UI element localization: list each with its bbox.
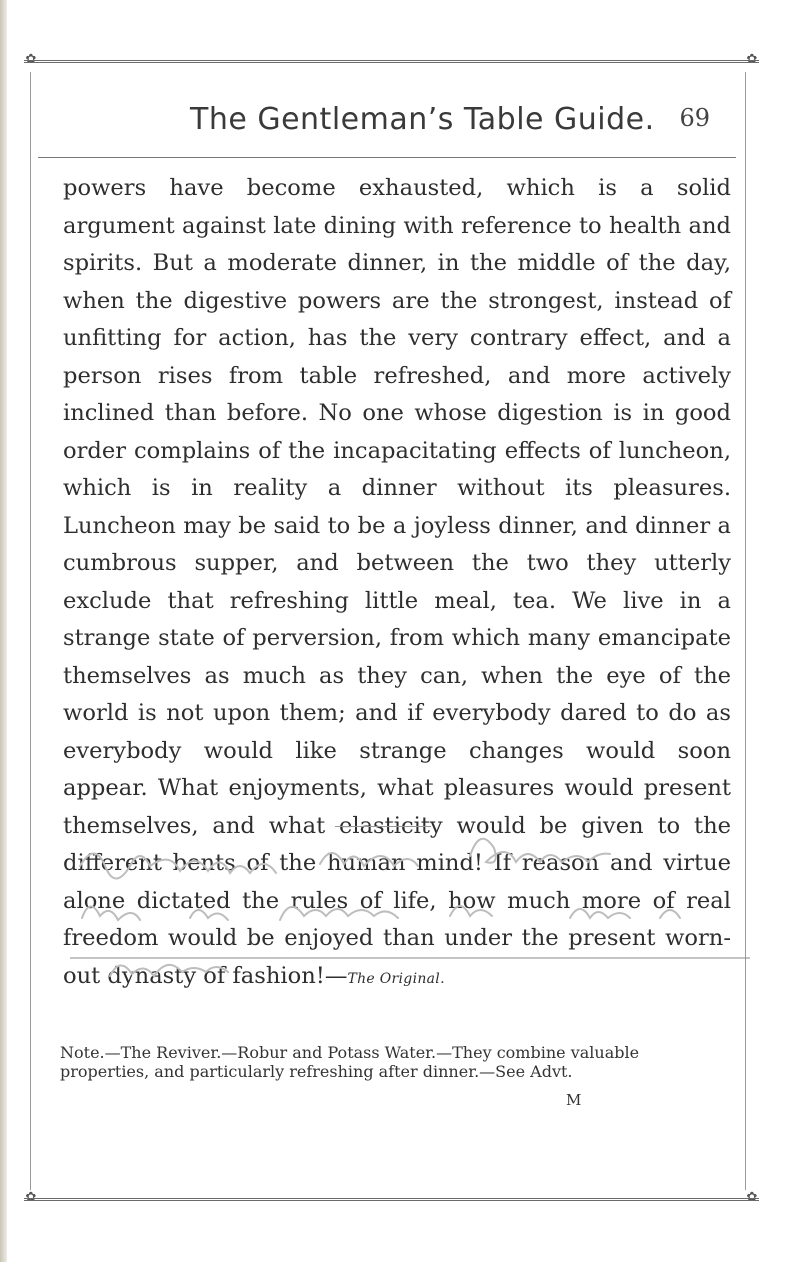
page-header xyxy=(150,102,710,142)
border-rule-top xyxy=(24,60,759,63)
handwritten-annotation-icon xyxy=(70,826,750,986)
ornamental-corner-icon: ✿ xyxy=(25,1190,37,1205)
signature-mark: M xyxy=(566,1091,582,1109)
ornamental-corner-icon: ✿ xyxy=(25,52,37,67)
border-rule-bottom xyxy=(24,1198,759,1201)
body-text: powers have become exhausted, which is a solid argument against late dining with reference to health and spirits. But a moderate dinner, in the middle of the day, when the digestive powers are the strongest, instead of unfitting for action, has the very contrary effect, and a person rises from table refreshed, and more actively inclined than before. No one whose digestion is in good order complains of the incapacitating effects of luncheon, which is in reality a dinner without its pleasures. Luncheon may be said to be a joyless dinner, and dinner a cumbrous supper, and between the two they utterly exclude that refreshing little meal, tea. We live in a strange state of perversion, from which many emancipate themselves as much as they can, when the eye of the world is not upon them; and if everybody dared to do as everybody would like strange changes would soon appear. What enjoyments, what pleasures would present themselves, and what elasticity would be given to the different bents of the human mind! If reason and virtue alone dictated the rules of life, how much more of real freedom would be enjoyed than under the present worn-out dynasty of fashion!— xyxy=(63,175,731,989)
ornamental-corner-icon: ✿ xyxy=(746,1190,758,1205)
border-rule-left xyxy=(30,72,31,1190)
page-number: 69 xyxy=(679,104,710,132)
ornamental-corner-icon: ✿ xyxy=(746,52,758,67)
running-title: The Gentleman’s Table Guide. xyxy=(190,102,655,137)
border-rule-right xyxy=(745,72,746,1190)
header-rule xyxy=(38,157,736,158)
page-edge-shadow xyxy=(0,0,7,1262)
advertisement-note: Note.—The Reviver.—Robur and Potass Water.—They combine valuable properties, and particularly refreshing after dinner.—See Advt. xyxy=(60,1043,640,1081)
source-attribution: The Original. xyxy=(347,970,445,987)
